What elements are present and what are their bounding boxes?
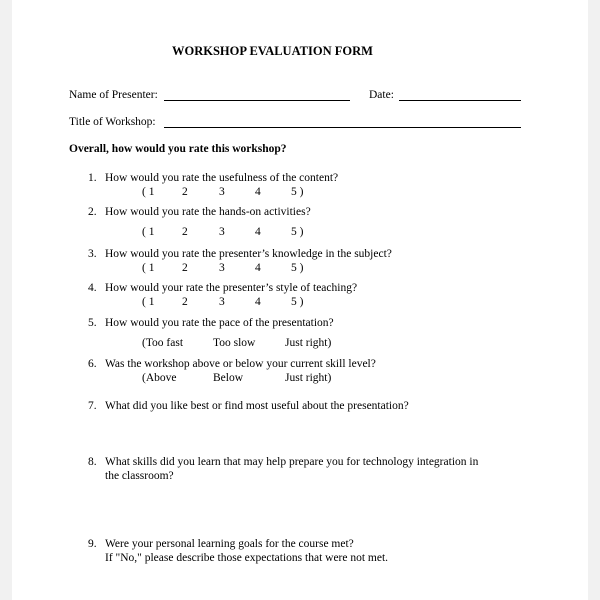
level-option-just-right[interactable]: Just right) bbox=[285, 372, 332, 384]
form-title: WORKSHOP EVALUATION FORM bbox=[172, 44, 373, 58]
presenter-name-line[interactable] bbox=[164, 100, 350, 101]
rating-option-3[interactable]: 3 bbox=[219, 296, 225, 308]
pace-option-too-fast[interactable]: (Too fast bbox=[142, 337, 184, 349]
workshop-title-line[interactable] bbox=[164, 127, 521, 128]
rating-option-3[interactable]: 3 bbox=[219, 262, 225, 274]
overall-heading: Overall, how would you rate this workshop? bbox=[69, 143, 287, 155]
question-text: What skills did you learn that may help prepare you for technology integration in bbox=[105, 456, 479, 468]
question-text: How would you rate the hands-on activities? bbox=[105, 206, 311, 218]
question-number: 9. bbox=[88, 538, 97, 550]
rating-option-1[interactable]: ( 1 bbox=[142, 226, 155, 238]
rating-option-5[interactable]: 5 ) bbox=[291, 262, 304, 274]
pace-option-too-slow[interactable]: Too slow bbox=[213, 337, 256, 349]
question-number: 6. bbox=[88, 358, 97, 370]
rating-option-4[interactable]: 4 bbox=[255, 262, 261, 274]
question-number: 5. bbox=[88, 317, 97, 329]
question-number: 1. bbox=[88, 172, 97, 184]
question-text: Was the workshop above or below your current skill level? bbox=[105, 358, 376, 370]
rating-option-5[interactable]: 5 ) bbox=[291, 186, 304, 198]
date-label: Date: bbox=[369, 89, 394, 101]
question-text: How would you rate the pace of the presentation? bbox=[105, 317, 334, 329]
rating-option-2[interactable]: 2 bbox=[182, 186, 188, 198]
date-line[interactable] bbox=[399, 100, 521, 101]
rating-option-1[interactable]: ( 1 bbox=[142, 262, 155, 274]
rating-option-2[interactable]: 2 bbox=[182, 226, 188, 238]
question-number: 7. bbox=[88, 400, 97, 412]
pace-option-just-right[interactable]: Just right) bbox=[285, 337, 332, 349]
question-number: 8. bbox=[88, 456, 97, 468]
rating-option-2[interactable]: 2 bbox=[182, 296, 188, 308]
question-text: How would you rate the presenter’s knowledge in the subject? bbox=[105, 248, 392, 260]
question-text-continued: If "No," please describe those expectations that were not met. bbox=[105, 552, 389, 564]
rating-option-4[interactable]: 4 bbox=[255, 296, 261, 308]
rating-option-3[interactable]: 3 bbox=[219, 226, 225, 238]
rating-option-5[interactable]: 5 ) bbox=[291, 296, 304, 308]
question-text: Were your personal learning goals for the course met? bbox=[105, 538, 354, 550]
question-text: What did you like best or find most useful about the presentation? bbox=[105, 400, 409, 412]
question-text-continued: the classroom? bbox=[105, 470, 174, 482]
form-page bbox=[12, 0, 588, 600]
rating-option-5[interactable]: 5 ) bbox=[291, 226, 304, 238]
rating-option-3[interactable]: 3 bbox=[219, 186, 225, 198]
question-number: 4. bbox=[88, 282, 97, 294]
rating-option-1[interactable]: ( 1 bbox=[142, 296, 155, 308]
question-text: How would you rate the usefulness of the content? bbox=[105, 172, 339, 184]
question-number: 3. bbox=[88, 248, 97, 260]
question-number: 2. bbox=[88, 206, 97, 218]
level-option-below[interactable]: Below bbox=[213, 372, 244, 384]
question-text: How would your rate the presenter’s style of teaching? bbox=[105, 282, 358, 294]
workshop-title-label: Title of Workshop: bbox=[69, 116, 156, 128]
presenter-label: Name of Presenter: bbox=[69, 89, 158, 101]
rating-option-2[interactable]: 2 bbox=[182, 262, 188, 274]
rating-option-4[interactable]: 4 bbox=[255, 226, 261, 238]
rating-option-4[interactable]: 4 bbox=[255, 186, 261, 198]
rating-option-1[interactable]: ( 1 bbox=[142, 186, 155, 198]
level-option-above[interactable]: (Above bbox=[142, 372, 177, 384]
